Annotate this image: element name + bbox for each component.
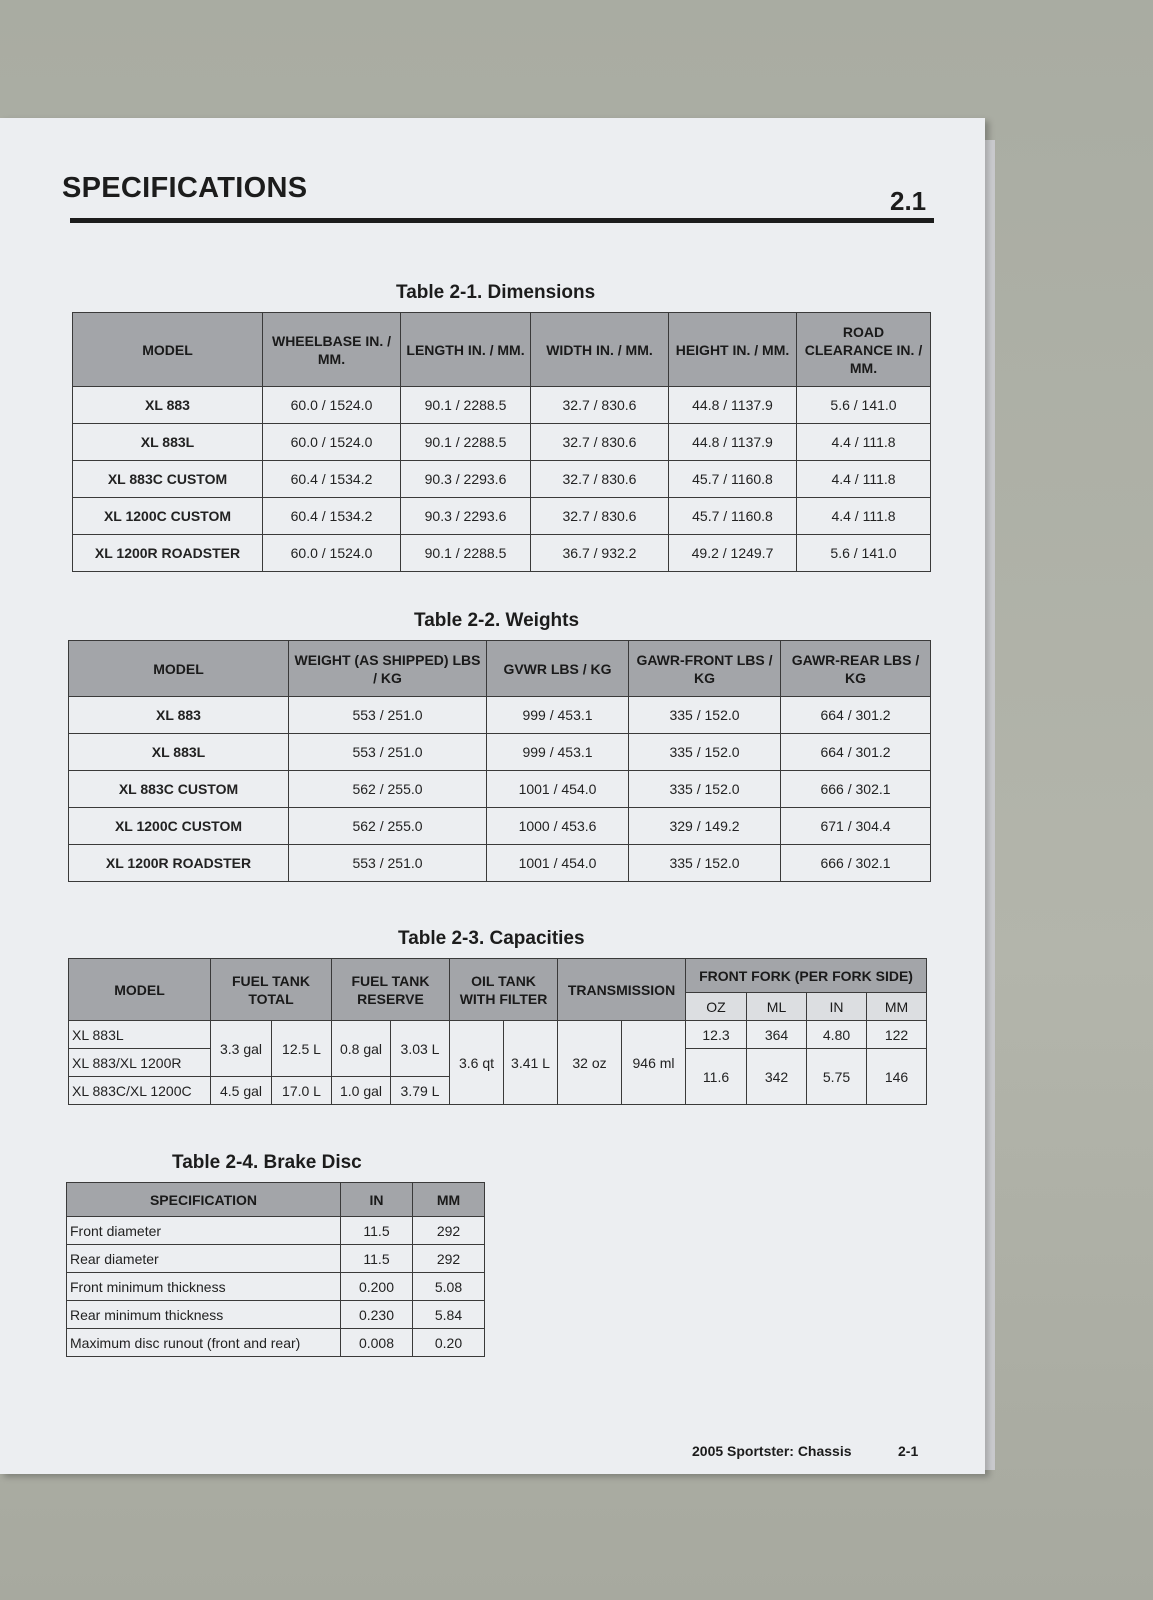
table-cell: 553 / 251.0: [289, 697, 487, 734]
table-cell: 146: [867, 1049, 927, 1105]
model-cell: XL 883/XL 1200R: [69, 1049, 211, 1077]
column-header: LENGTH IN. / MM.: [401, 313, 531, 387]
table-row: [69, 808, 931, 845]
table-cell: 335 / 152.0: [629, 697, 781, 734]
table-cell: 44.8 / 1137.9: [669, 387, 797, 424]
page-title: SPECIFICATIONS: [62, 172, 308, 204]
column-header: WIDTH IN. / MM.: [531, 313, 669, 387]
table-cell: 292: [413, 1217, 485, 1245]
table-row: [69, 1021, 927, 1049]
table-cell: 329 / 149.2: [629, 808, 781, 845]
table-cell: 335 / 152.0: [629, 734, 781, 771]
table-cell: 4.4 / 111.8: [797, 498, 931, 535]
table-cell: 342: [747, 1049, 807, 1105]
table-cell: 335 / 152.0: [629, 771, 781, 808]
table-cell: 12.3: [686, 1021, 747, 1049]
table-cell: 553 / 251.0: [289, 845, 487, 882]
table-cell: 1001 / 454.0: [487, 771, 629, 808]
table-cell: 3.03 L: [391, 1021, 450, 1077]
footer-page-number: 2-1: [898, 1443, 919, 1459]
table-cell: 5.84: [413, 1301, 485, 1329]
table-cell: 5.75: [807, 1049, 867, 1105]
table-cell: 5.6 / 141.0: [797, 387, 931, 424]
table-cell: 664 / 301.2: [781, 697, 931, 734]
column-header: TRANSMISSION: [558, 959, 686, 1021]
model-cell: XL 1200R ROADSTER: [69, 845, 289, 882]
table-row: [69, 771, 931, 808]
table-cell: 36.7 / 932.2: [531, 535, 669, 572]
table-cell: 5.6 / 141.0: [797, 535, 931, 572]
column-header: MM: [867, 993, 927, 1021]
spec-cell: Rear diameter: [67, 1245, 341, 1273]
table-row: [67, 1273, 485, 1301]
table-cell: 60.0 / 1524.0: [263, 387, 401, 424]
table-row: [73, 424, 931, 461]
model-cell: XL 883C CUSTOM: [69, 771, 289, 808]
table-cell: 4.4 / 111.8: [797, 424, 931, 461]
column-header: IN: [341, 1183, 413, 1217]
column-header: MODEL: [73, 313, 263, 387]
table-cell: 90.1 / 2288.5: [401, 535, 531, 572]
table-cell: 44.8 / 1137.9: [669, 424, 797, 461]
table-cell: 60.0 / 1524.0: [263, 535, 401, 572]
column-header: IN: [807, 993, 867, 1021]
column-header: OIL TANK WITH FILTER: [450, 959, 558, 1021]
table-4-caption: Table 2-4. Brake Disc: [172, 1152, 362, 1173]
table-cell: 32.7 / 830.6: [531, 498, 669, 535]
table-cell: 946 ml: [622, 1021, 686, 1105]
table-cell: 1000 / 453.6: [487, 808, 629, 845]
column-header: FRONT FORK (PER FORK SIDE): [686, 959, 927, 993]
model-cell: XL 883C CUSTOM: [73, 461, 263, 498]
table-cell: 671 / 304.4: [781, 808, 931, 845]
column-header: HEIGHT IN. / MM.: [669, 313, 797, 387]
model-cell: XL 883L: [69, 1021, 211, 1049]
column-header: MODEL: [69, 959, 211, 1021]
column-header: WHEELBASE IN. / MM.: [263, 313, 401, 387]
table-cell: 4.4 / 111.8: [797, 461, 931, 498]
page-edge: [985, 140, 995, 1470]
table-cell: 664 / 301.2: [781, 734, 931, 771]
table-cell: 17.0 L: [272, 1077, 332, 1105]
spec-cell: Rear minimum thickness: [67, 1301, 341, 1329]
column-header: GAWR-REAR LBS / KG: [781, 641, 931, 697]
table-cell: 45.7 / 1160.8: [669, 461, 797, 498]
column-header: ROAD CLEARANCE IN. / MM.: [797, 313, 931, 387]
table-cell: 11.6: [686, 1049, 747, 1105]
model-cell: XL 883L: [73, 424, 263, 461]
model-cell: XL 883: [69, 697, 289, 734]
weights-table: [68, 640, 931, 882]
table-row: [67, 1217, 485, 1245]
table-row: [73, 498, 931, 535]
table-cell: 0.008: [341, 1329, 413, 1357]
column-header: FUEL TANK TOTAL: [211, 959, 332, 1021]
model-cell: XL 883: [73, 387, 263, 424]
table-cell: 4.80: [807, 1021, 867, 1049]
model-cell: XL 1200C CUSTOM: [73, 498, 263, 535]
column-header: WEIGHT (AS SHIPPED) LBS / KG: [289, 641, 487, 697]
column-header: SPECIFICATION: [67, 1183, 341, 1217]
table-cell: 5.08: [413, 1273, 485, 1301]
table-cell: 666 / 302.1: [781, 845, 931, 882]
table-cell: 4.5 gal: [211, 1077, 272, 1105]
table-3-caption: Table 2-3. Capacities: [398, 928, 585, 949]
table-cell: 90.1 / 2288.5: [401, 387, 531, 424]
table-cell: 562 / 255.0: [289, 808, 487, 845]
model-cell: XL 883L: [69, 734, 289, 771]
table-cell: 3.6 qt: [450, 1021, 504, 1105]
table-cell: 999 / 453.1: [487, 697, 629, 734]
table-cell: 292: [413, 1245, 485, 1273]
table-cell: 32.7 / 830.6: [531, 461, 669, 498]
table-row: [69, 697, 931, 734]
spec-cell: Front diameter: [67, 1217, 341, 1245]
table-cell: 11.5: [341, 1217, 413, 1245]
spec-cell: Maximum disc runout (front and rear): [67, 1329, 341, 1357]
table-cell: 364: [747, 1021, 807, 1049]
table-cell: 60.4 / 1534.2: [263, 498, 401, 535]
table-cell: 90.1 / 2288.5: [401, 424, 531, 461]
table-cell: 32.7 / 830.6: [531, 387, 669, 424]
manual-page: [0, 118, 985, 1474]
table-row: [73, 535, 931, 572]
model-cell: XL 1200R ROADSTER: [73, 535, 263, 572]
footer-text: 2005 Sportster: Chassis: [692, 1443, 852, 1459]
table-cell: 3.3 gal: [211, 1021, 272, 1077]
column-header: FUEL TANK RESERVE: [332, 959, 450, 1021]
table-cell: 335 / 152.0: [629, 845, 781, 882]
column-header: ML: [747, 993, 807, 1021]
column-header: MM: [413, 1183, 485, 1217]
table-cell: 60.4 / 1534.2: [263, 461, 401, 498]
table-cell: 45.7 / 1160.8: [669, 498, 797, 535]
model-cell: XL 883C/XL 1200C: [69, 1077, 211, 1105]
table-cell: 60.0 / 1524.0: [263, 424, 401, 461]
table-cell: 3.41 L: [504, 1021, 558, 1105]
brake-disc-table: [66, 1182, 485, 1357]
header-rule: [70, 218, 934, 223]
table-row: [67, 1301, 485, 1329]
table-cell: 122: [867, 1021, 927, 1049]
table-row: [69, 845, 931, 882]
table-cell: 12.5 L: [272, 1021, 332, 1077]
table-cell: 0.200: [341, 1273, 413, 1301]
table-2-caption: Table 2-2. Weights: [414, 610, 580, 631]
table-cell: 999 / 453.1: [487, 734, 629, 771]
table-row: [73, 387, 931, 424]
spec-cell: Front minimum thickness: [67, 1273, 341, 1301]
column-header: MODEL: [69, 641, 289, 697]
column-header: OZ: [686, 993, 747, 1021]
table-row: [73, 461, 931, 498]
table-row: [69, 734, 931, 771]
capacities-table: [68, 958, 927, 1105]
table-cell: 3.79 L: [391, 1077, 450, 1105]
table-cell: 1001 / 454.0: [487, 845, 629, 882]
table-row: [67, 1329, 485, 1357]
table-1-caption: Table 2-1. Dimensions: [396, 282, 596, 303]
table-cell: 11.5: [341, 1245, 413, 1273]
table-cell: 0.8 gal: [332, 1021, 391, 1077]
table-cell: 0.20: [413, 1329, 485, 1357]
model-cell: XL 1200C CUSTOM: [69, 808, 289, 845]
table-cell: 49.2 / 1249.7: [669, 535, 797, 572]
table-row: [67, 1245, 485, 1273]
table-cell: 32 oz: [558, 1021, 622, 1105]
table-cell: 0.230: [341, 1301, 413, 1329]
table-cell: 90.3 / 2293.6: [401, 461, 531, 498]
dimensions-table: [72, 312, 931, 572]
column-header: GAWR-FRONT LBS / KG: [629, 641, 781, 697]
table-cell: 562 / 255.0: [289, 771, 487, 808]
table-cell: 32.7 / 830.6: [531, 424, 669, 461]
table-cell: 90.3 / 2293.6: [401, 498, 531, 535]
table-cell: 666 / 302.1: [781, 771, 931, 808]
table-cell: 553 / 251.0: [289, 734, 487, 771]
table-cell: 1.0 gal: [332, 1077, 391, 1105]
section-number: 2.1: [890, 186, 927, 216]
column-header: GVWR LBS / KG: [487, 641, 629, 697]
